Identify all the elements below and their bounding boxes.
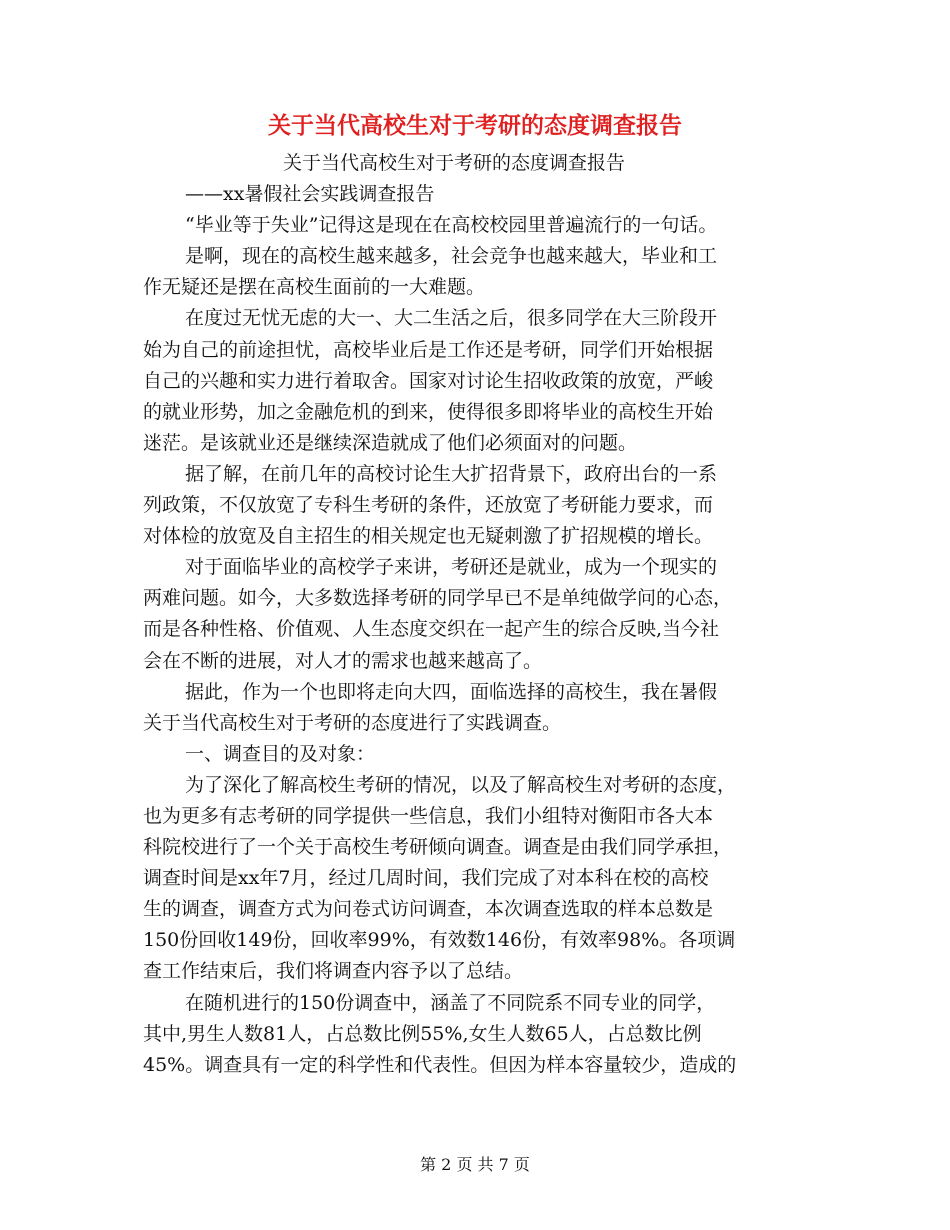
body-text-line: 据了解，在前几年的高校讨论生大扩招背景下，政府出台的一系 — [185, 462, 718, 485]
body-text-line: 科院校进行了一个关于高校生考研倾向调查。调查是由我们同学承担， — [143, 836, 733, 859]
body-text-line: 为了深化了解高校生考研的情况，以及了解高校生对考研的态度， — [185, 773, 737, 796]
body-text-line: 在度过无忧无虑的大一、大二生活之后，很多同学在大三阶段开 — [185, 307, 718, 330]
body-text-line: 对体检的放宽及自主招生的相关规定也无疑刺激了扩招规模的增长。 — [143, 525, 714, 548]
body-text-line: 其中,男生人数81人，占总数比例55%,女生人数65人，占总数比例 — [143, 1022, 702, 1045]
body-text-line: 的就业形势，加之金融危机的到来，使得很多即将毕业的高校生开始 — [143, 400, 714, 423]
body-text-line: 而是各种性格、价值观、人生态度交织在一起产生的综合反映,当今社 — [143, 618, 720, 641]
body-text-line: 对于面临毕业的高校学子来讲，考研还是就业，成为一个现实的 — [185, 556, 718, 579]
body-text-line: 查工作结束后，我们将调查内容予以了总结。 — [143, 960, 524, 983]
body-text-line: 作无疑还是摆在高校生面前的一大难题。 — [143, 276, 486, 299]
body-text-line: 生的调查，调查方式为问卷式访问调查，本次调查选取的样本总数是 — [143, 898, 714, 921]
body-text-line: “毕业等于失业”记得这是现在在高校校园里普遍流行的一句话。 — [185, 214, 718, 237]
body-text-line: 45%。调查具有一定的科学性和代表性。但因为样本容量较少，造成的 — [143, 1053, 737, 1076]
body-text-line: 会在不断的进展，对人才的需求也越来越高了。 — [143, 649, 543, 672]
document-title: 关于当代高校生对于考研的态度调查报告 — [268, 112, 682, 139]
body-text-line: 是啊，现在的高校生越来越多，社会竞争也越来越大，毕业和工 — [185, 245, 718, 268]
document-body — [143, 148, 811, 1081]
body-text-line: 在随机进行的150份调查中，涵盖了不同院系不同专业的同学， — [185, 991, 716, 1014]
page-footer: 第 2 页 共 7 页 — [420, 1155, 530, 1174]
body-text-line: 据此，作为一个也即将走向大四，面临选择的高校生，我在暑假 — [185, 680, 718, 703]
body-text-line: 关于当代高校生对于考研的态度进行了实践调查。 — [143, 711, 562, 734]
body-text-line: 始为自己的前途担忧，高校毕业后是工作还是考研，同学们开始根据 — [143, 338, 714, 361]
body-text-line: 列政策，不仅放宽了专科生考研的条件，还放宽了考研能力要求，而 — [143, 494, 714, 517]
body-text-line: 两难问题。如今，大多数选择考研的同学早已不是单纯做学问的心态， — [143, 587, 733, 610]
body-text-line: 150份回收149份，回收率99%，有效数146份，有效率98%。各项调 — [143, 929, 736, 952]
body-text-line: 迷茫。是该就业还是继续深造就成了他们必须面对的问题。 — [143, 431, 638, 454]
body-text-line: 一、调查目的及对象： — [185, 742, 376, 765]
body-text-line: 调查时间是xx年7月，经过几周时间，我们完成了对本科在校的高校 — [143, 867, 709, 890]
body-text-line: 也为更多有志考研的同学提供一些信息，我们小组特对衡阳市各大本 — [143, 804, 714, 827]
body-text-line: ——xx暑假社会实践调查报告 — [185, 183, 435, 206]
body-text-line: 自己的兴趣和实力进行着取舍。国家对讨论生招收政策的放宽，严峻 — [143, 369, 714, 392]
document-subtitle: 关于当代高校生对于考研的态度调查报告 — [283, 152, 626, 174]
